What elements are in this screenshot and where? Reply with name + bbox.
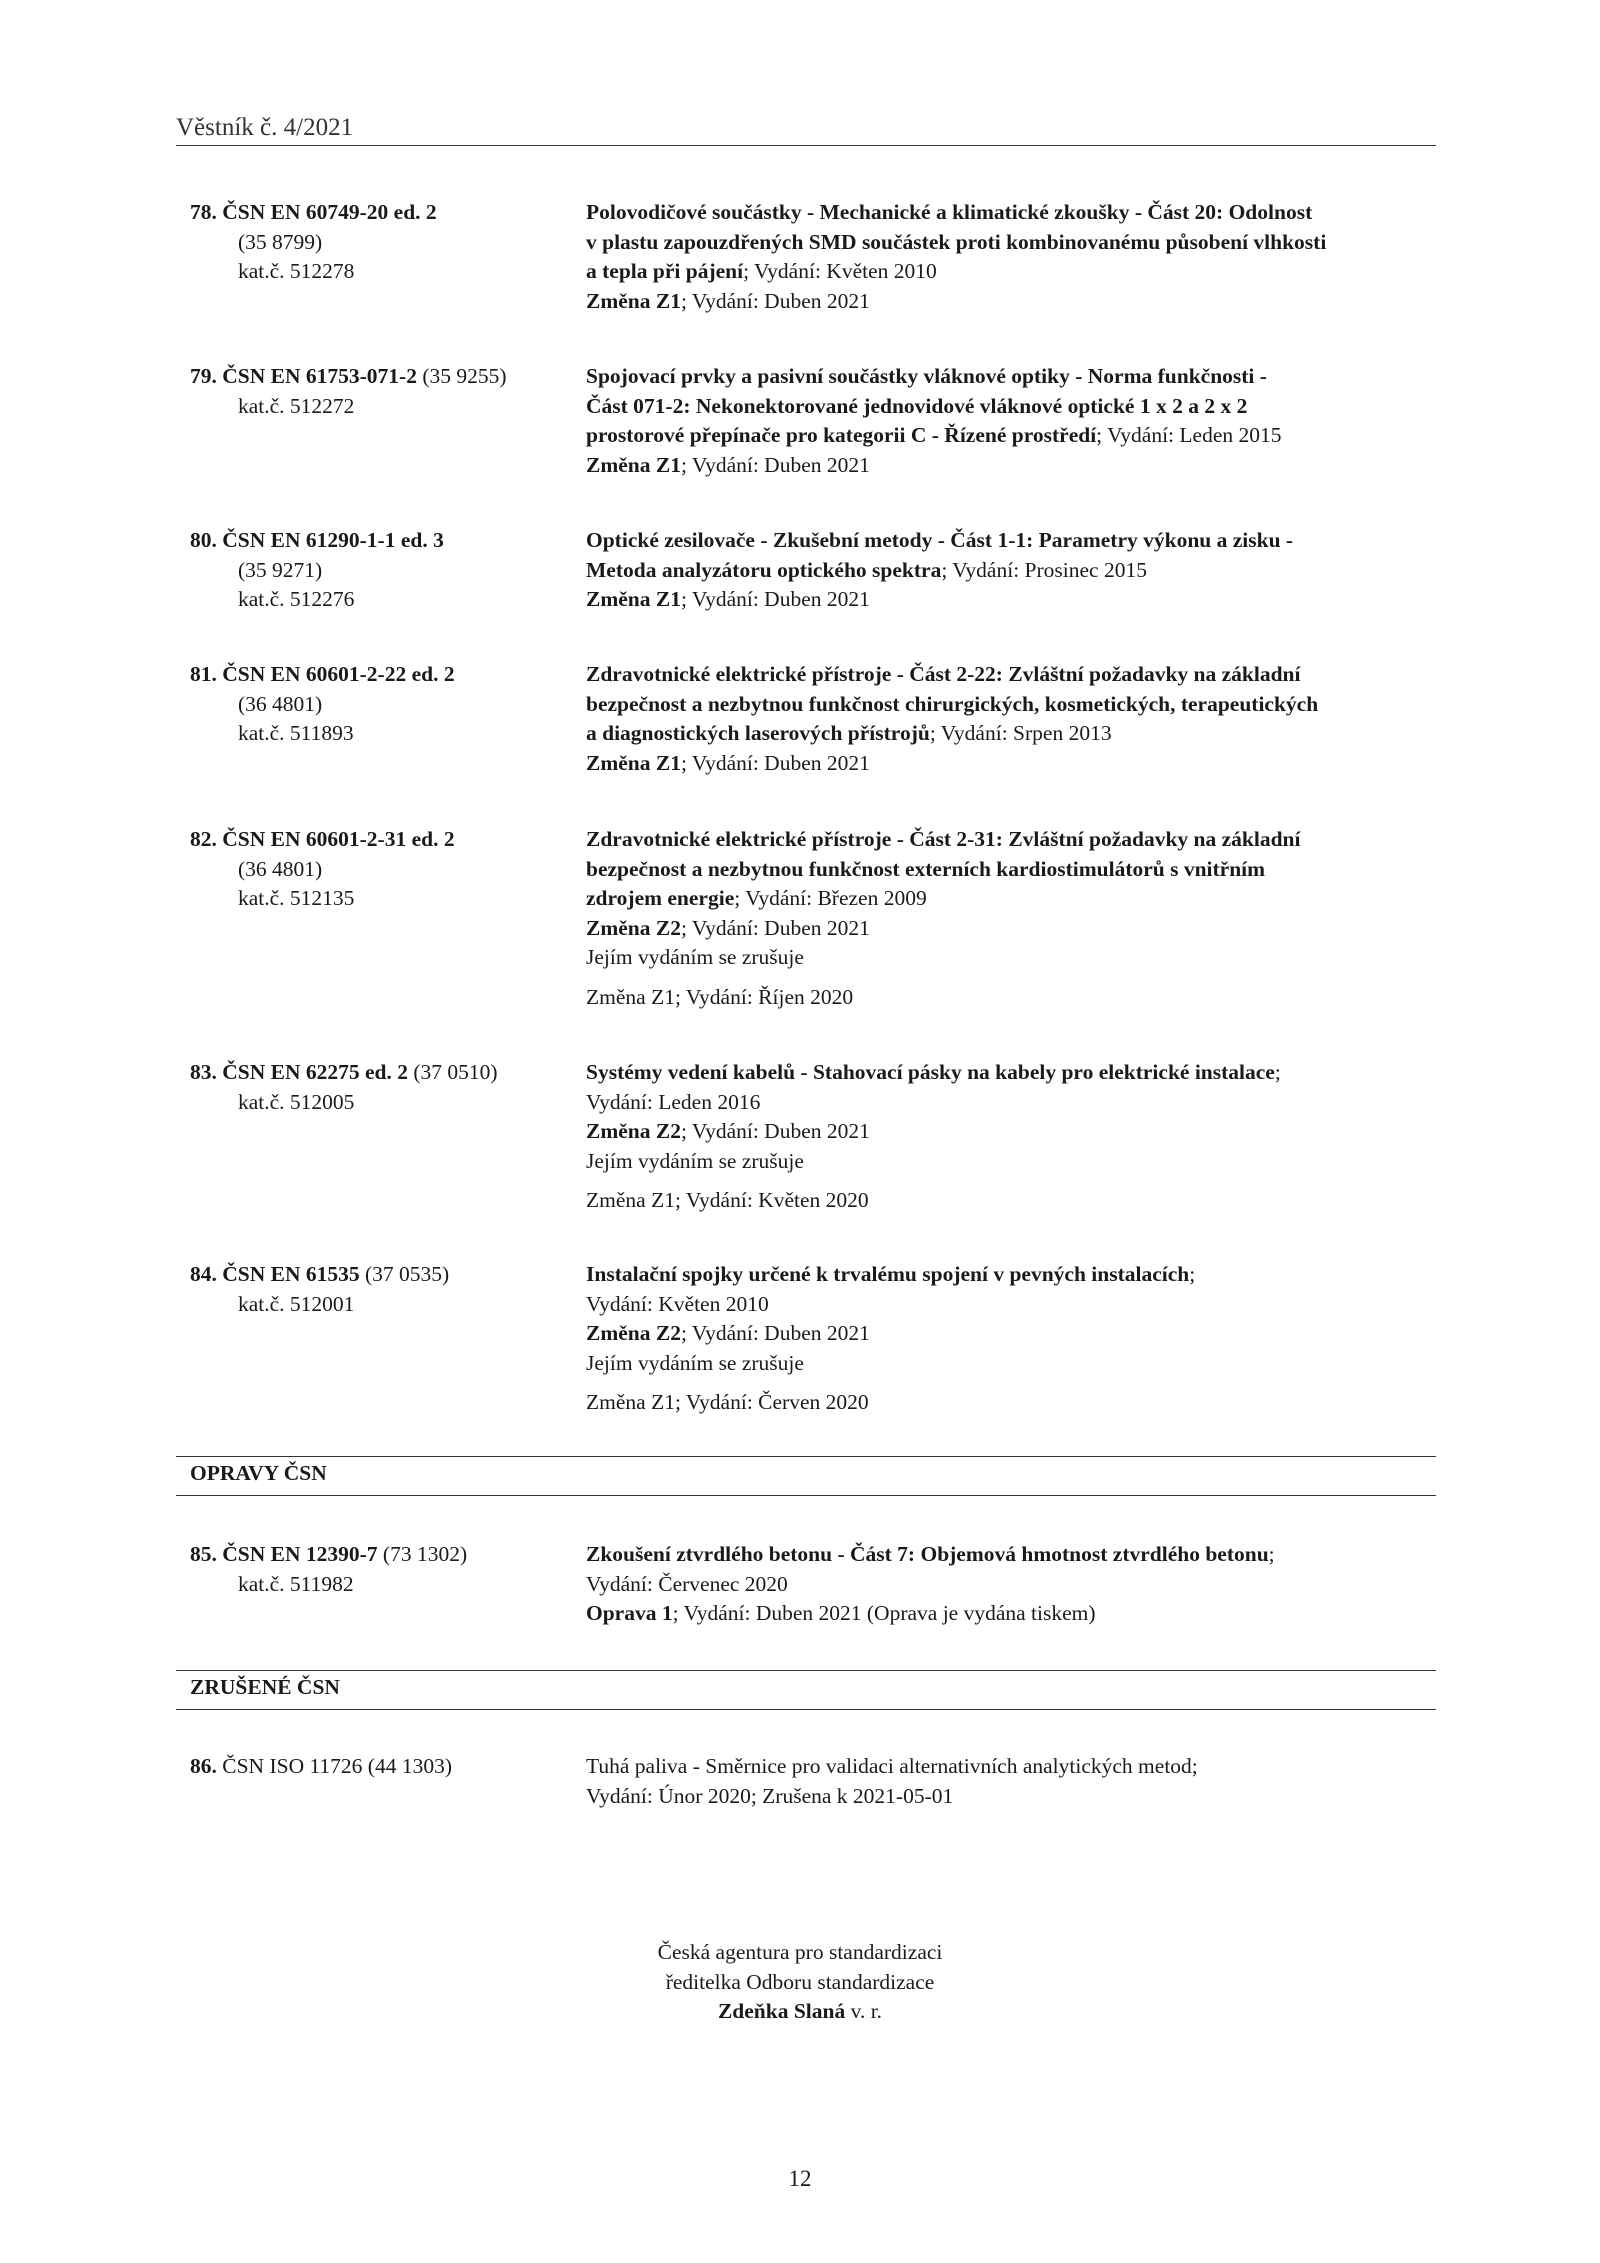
signatory-name: Zdeňka Slaná: [717, 1999, 846, 2023]
standard-id: ČSN EN 60601-2-22 ed. 2: [222, 662, 455, 686]
standard-id: ČSN ISO 11726 (44 1303): [222, 1754, 452, 1778]
standard-id: ČSN EN 12390-7: [222, 1542, 378, 1566]
page-number: 12: [788, 2166, 812, 2191]
change-label: Změna Z2: [586, 1119, 681, 1143]
standard-id: ČSN EN 60749-20 ed. 2: [222, 200, 437, 224]
page-header: [176, 114, 1436, 146]
standard-id: ČSN EN 60601-2-31 ed. 2: [222, 827, 455, 851]
cancel-note: Jejím vydáním se zrušuje: [586, 1148, 804, 1173]
change-label: Změna Z2: [586, 915, 681, 940]
cancel-note: Jejím vydáním se zrušuje: [586, 1350, 804, 1375]
change-label: Změna Z1: [586, 750, 681, 775]
change-label: Změna Z2: [586, 1321, 681, 1345]
cancel-note: Jejím vydáním se zrušuje: [586, 945, 804, 969]
change-label: Změna Z1: [586, 587, 681, 611]
section-corrections: [176, 1456, 1436, 1496]
standard-code: (35 9271): [238, 557, 323, 582]
standard-id: ČSN EN 61535: [222, 1262, 360, 1286]
catalog-number: kat.č. 512135: [238, 886, 355, 910]
change-label: Změna Z1: [586, 452, 681, 477]
change-label: Změna Z1: [586, 288, 681, 313]
standard-id: ČSN EN 62275 ed. 2: [222, 1060, 409, 1084]
cancelled-change: Změna Z1; Vydání: Říjen 2020: [586, 984, 854, 1009]
bulletin-title: Věstník č. 4/2021: [176, 114, 354, 141]
catalog-number: kat.č. 512276: [238, 587, 355, 611]
cancelled-change: Změna Z1; Vydání: Červen 2020: [586, 1390, 869, 1414]
standard-code: (35 8799): [238, 229, 323, 254]
cancelled-change: Změna Z1; Vydání: Květen 2020: [586, 1188, 869, 1212]
catalog-number: kat.č. 511982: [238, 1571, 354, 1596]
section-title: OPRAVY ČSN: [190, 1461, 327, 1485]
catalog-number: kat.č. 512278: [238, 259, 355, 283]
catalog-number: kat.č. 512005: [238, 1089, 355, 1114]
standard-id: ČSN EN 61290-1-1 ed. 3: [222, 528, 444, 552]
standard-code: (36 4801): [238, 691, 323, 716]
section-cancelled: [176, 1670, 1436, 1710]
section-title: ZRUŠENÉ ČSN: [190, 1675, 340, 1699]
correction-label: Oprava 1: [586, 1601, 673, 1625]
standard-code: (36 4801): [238, 856, 323, 881]
catalog-number: kat.č. 512001: [238, 1291, 355, 1316]
standard-id: ČSN EN 61753-071-2: [222, 364, 417, 388]
catalog-number: kat.č. 511893: [238, 721, 354, 745]
agency-name: Česká agentura pro standardizaci: [657, 1940, 943, 1964]
signature-block: Česká agentura pro standardizaci ředitelka Odboru standardizace Zdeňka Slaná v. r.: [0, 1938, 1600, 2027]
department-title: ředitelka Odboru standardizace: [665, 1969, 935, 1994]
catalog-number: kat.č. 512272: [238, 393, 355, 418]
